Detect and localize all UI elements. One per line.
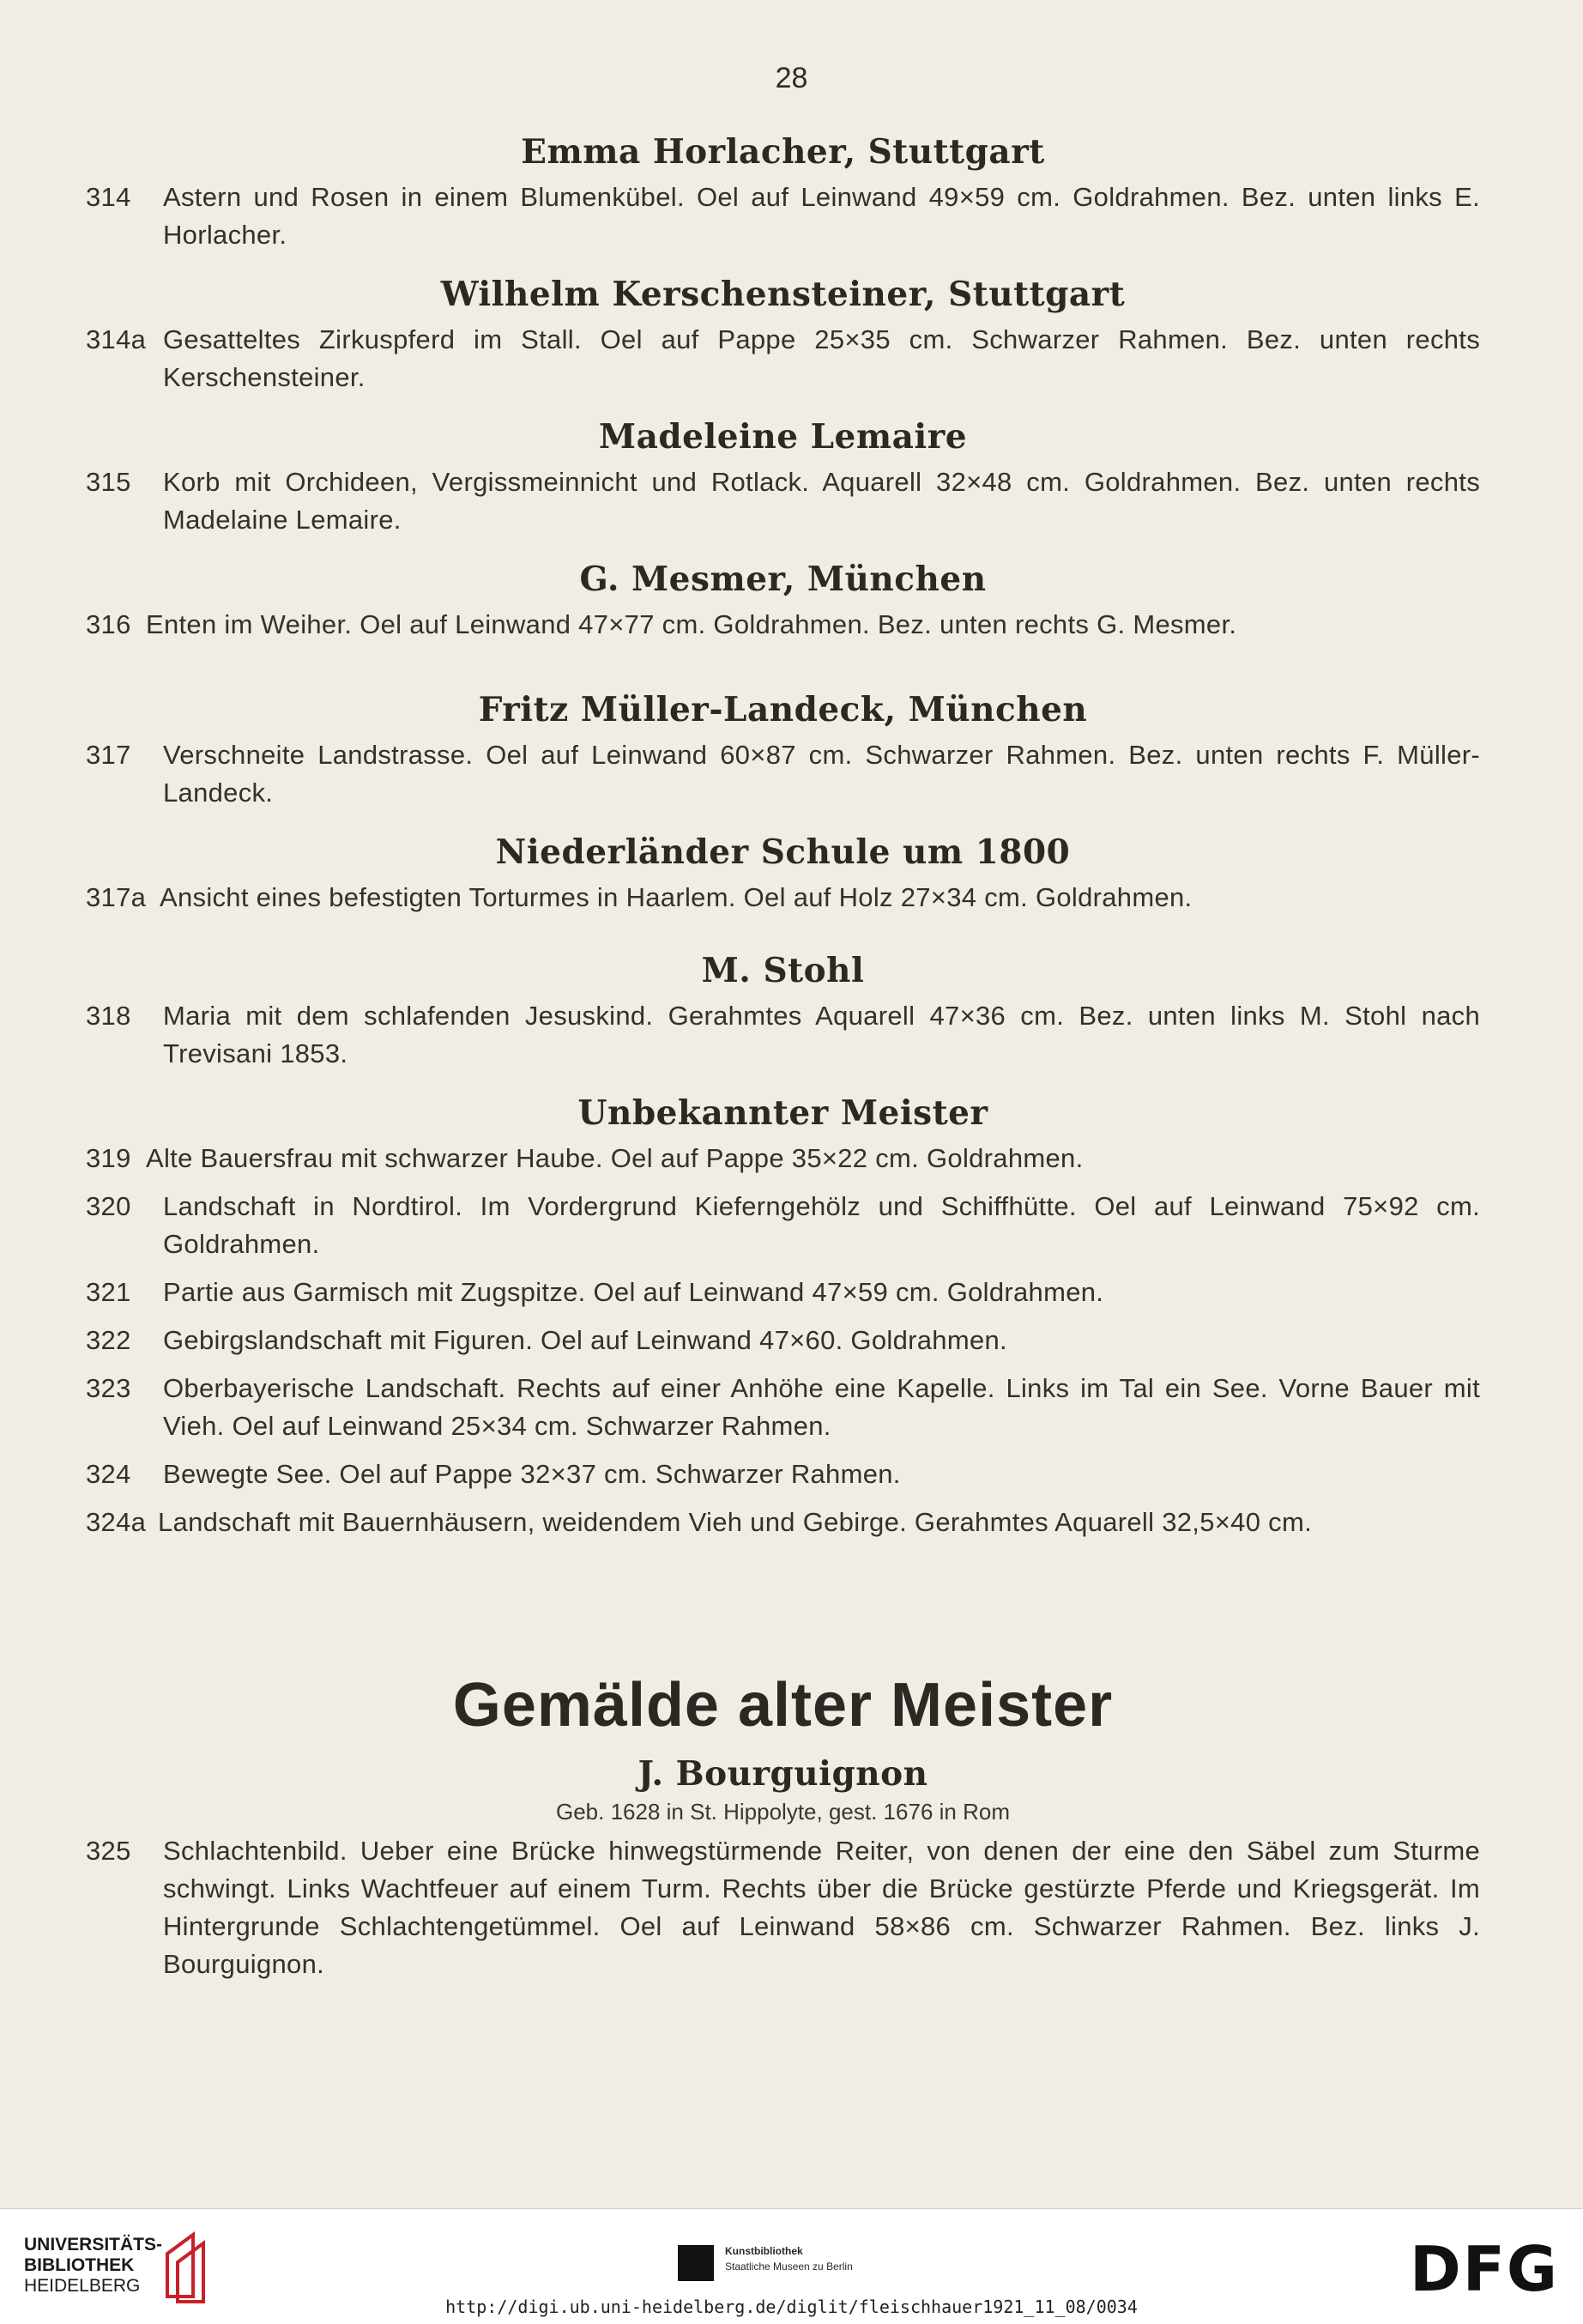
entry-text: Bewegte See. Oel auf Pappe 32×37 cm. Schwarzer Rahmen. — [163, 1459, 901, 1489]
entry-number: 319 — [86, 1143, 131, 1173]
artist-section — [86, 560, 1480, 644]
entry-text: Gesatteltes Zirkuspferd im Stall. Oel auf Pappe 25×35 cm. Schwarzer Rahmen. Bez. unten rechts Kerschensteiner. — [163, 324, 1480, 392]
entry-number: 317a — [86, 882, 147, 912]
catalog-entry — [86, 1456, 1480, 1493]
entry-number: 315 — [86, 467, 131, 497]
artist-heading: Niederländer Schule um 1800 — [495, 832, 1071, 872]
artist-section — [86, 690, 1480, 812]
catalog-entry — [86, 1504, 1480, 1541]
catalog-entry — [86, 1274, 1480, 1311]
entry-text: Maria mit dem schlafenden Jesuskind. Gerahmtes Aquarell 47×36 cm. Bez. unten links M. Stohl nach Trevisani 1853. — [163, 1001, 1480, 1068]
catalog-entry — [86, 321, 1480, 396]
catalog-entry — [86, 1370, 1480, 1445]
entry-text: Gebirgslandschaft mit Figuren. Oel auf Leinwand 47×60. Goldrahmen. — [163, 1325, 1007, 1355]
entry-text: Partie aus Garmisch mit Zugspitze. Oel auf Leinwand 47×59 cm. Goldrahmen. — [163, 1277, 1104, 1307]
entry-text: Landschaft mit Bauernhäusern, weidendem Vieh und Gebirge. Gerahmtes Aquarell 32,5×40 cm. — [158, 1507, 1312, 1537]
artist-section — [86, 275, 1480, 396]
artist-section — [86, 417, 1480, 539]
artist-heading: G. Mesmer, München — [579, 560, 987, 599]
entry-number: 322 — [86, 1325, 131, 1355]
catalog-entry — [86, 997, 1480, 1073]
entry-number: 324a — [86, 1507, 147, 1537]
catalog-entry — [86, 1832, 1480, 1983]
library-name-line-2: BIBLIOTHEK — [24, 2255, 135, 2275]
artist-section — [86, 132, 1480, 254]
artist-section — [86, 951, 1480, 1073]
catalog-entry — [86, 1322, 1480, 1359]
entry-text: Oberbayerische Landschaft. Rechts auf einer Anhöhe eine Kapelle. Links im Tal ein See. Vorne Bauer mit Vieh. Oel auf Leinwand 25×34 cm. Schwarzer Rahmen. — [163, 1373, 1480, 1441]
artist-section — [86, 1093, 1480, 1541]
artist-heading: Unbekannter Meister — [577, 1093, 988, 1133]
entry-text: Astern und Rosen in einem Blumenkübel. Oel auf Leinwand 49×59 cm. Goldrahmen. Bez. unten links E. Horlacher. — [163, 182, 1480, 250]
kunstbibliothek-name: Kunstbibliothek — [725, 2245, 803, 2257]
catalog-entry — [86, 463, 1480, 539]
entry-number: 325 — [86, 1836, 131, 1866]
entry-text: Enten im Weiher. Oel auf Leinwand 47×77 cm. Goldrahmen. Bez. unten rechts G. Mesmer. — [146, 609, 1237, 639]
entry-number: 314 — [86, 182, 131, 212]
entry-text: Alte Bauersfrau mit schwarzer Haube. Oel auf Pappe 35×22 cm. Goldrahmen. — [146, 1143, 1084, 1173]
catalog-entry — [86, 1140, 1480, 1177]
entry-number: 321 — [86, 1277, 131, 1307]
entry-number: 314a — [86, 324, 147, 354]
artist-heading: J. Bourguignon — [637, 1754, 928, 1794]
artist-biography-note: Geb. 1628 in St. Hippolyte, gest. 1676 in Rom — [556, 1799, 1010, 1825]
dfg-logo[interactable]: DFG — [1409, 2233, 1559, 2305]
entry-number: 320 — [86, 1191, 131, 1221]
library-emblem-icon — [159, 2228, 219, 2303]
artist-heading: Fritz Müller-Landeck, München — [478, 690, 1088, 729]
catalog-entry — [86, 736, 1480, 812]
entry-text: Landschaft in Nordtirol. Im Vordergrund Kieferngehölz und Schiffhütte. Oel auf Leinwand 75×92 cm. Goldrahmen. — [163, 1191, 1480, 1259]
kunstbibliothek-icon — [678, 2245, 714, 2281]
library-name-line-1: UNIVERSITÄTS- — [24, 2235, 163, 2254]
library-name-line-3: HEIDELBERG — [24, 2276, 141, 2296]
kunstbibliothek-subtitle: Staatliche Museen zu Berlin — [725, 2260, 853, 2273]
catalog-entry — [86, 879, 1480, 917]
catalog-entry — [86, 179, 1480, 254]
permalink-url[interactable]: http://digi.ub.uni-heidelberg.de/diglit/fleischhauer1921_11_08/0034 — [445, 2297, 1138, 2317]
artist-heading: M. Stohl — [701, 951, 865, 990]
artist-heading: Emma Horlacher, Stuttgart — [521, 132, 1045, 172]
artist-section — [86, 1754, 1480, 1983]
entry-number: 323 — [86, 1373, 131, 1403]
entry-text: Schlachtenbild. Ueber eine Brücke hinwegstürmende Reiter, von denen der eine den Säbel zum Sturme schwingt. Links Wachtfeuer auf einem Turm. Rechts über die Brücke gestürzte Pferde und Kriegsgerät. Im Hintergrunde Schlachtengetümmel. Oel auf Leinwand 58×86 cm. Schwarzer Rahmen. Bez. links J. Bourguignon. — [163, 1836, 1480, 1979]
entry-text: Korb mit Orchideen, Vergissmeinnicht und Rotlack. Aquarell 32×48 cm. Goldrahmen. Bez. unten rechts Madelaine Lemaire. — [163, 467, 1480, 535]
entry-number: 317 — [86, 740, 131, 770]
artist-heading: Wilhelm Kerschensteiner, Stuttgart — [440, 275, 1126, 314]
digitization-footer — [0, 2208, 1583, 2324]
catalog-entry — [86, 1188, 1480, 1263]
university-library-logo[interactable] — [24, 2235, 162, 2297]
artist-heading: Madeleine Lemaire — [598, 417, 968, 457]
catalog-content — [86, 120, 1480, 1983]
page-number: 28 — [775, 62, 808, 94]
entry-text: Ansicht eines befestigten Torturmes in Haarlem. Oel auf Holz 27×34 cm. Goldrahmen. — [160, 882, 1193, 912]
entry-number: 318 — [86, 1001, 131, 1031]
artist-section — [86, 832, 1480, 917]
entry-text: Verschneite Landstrasse. Oel auf Leinwand 60×87 cm. Schwarzer Rahmen. Bez. unten rechts F. Müller-Landeck. — [163, 740, 1480, 808]
entry-number: 324 — [86, 1459, 131, 1489]
section-title: Gemälde alter Meister — [452, 1671, 1114, 1740]
catalog-entry — [86, 606, 1480, 644]
entry-number: 316 — [86, 609, 131, 639]
